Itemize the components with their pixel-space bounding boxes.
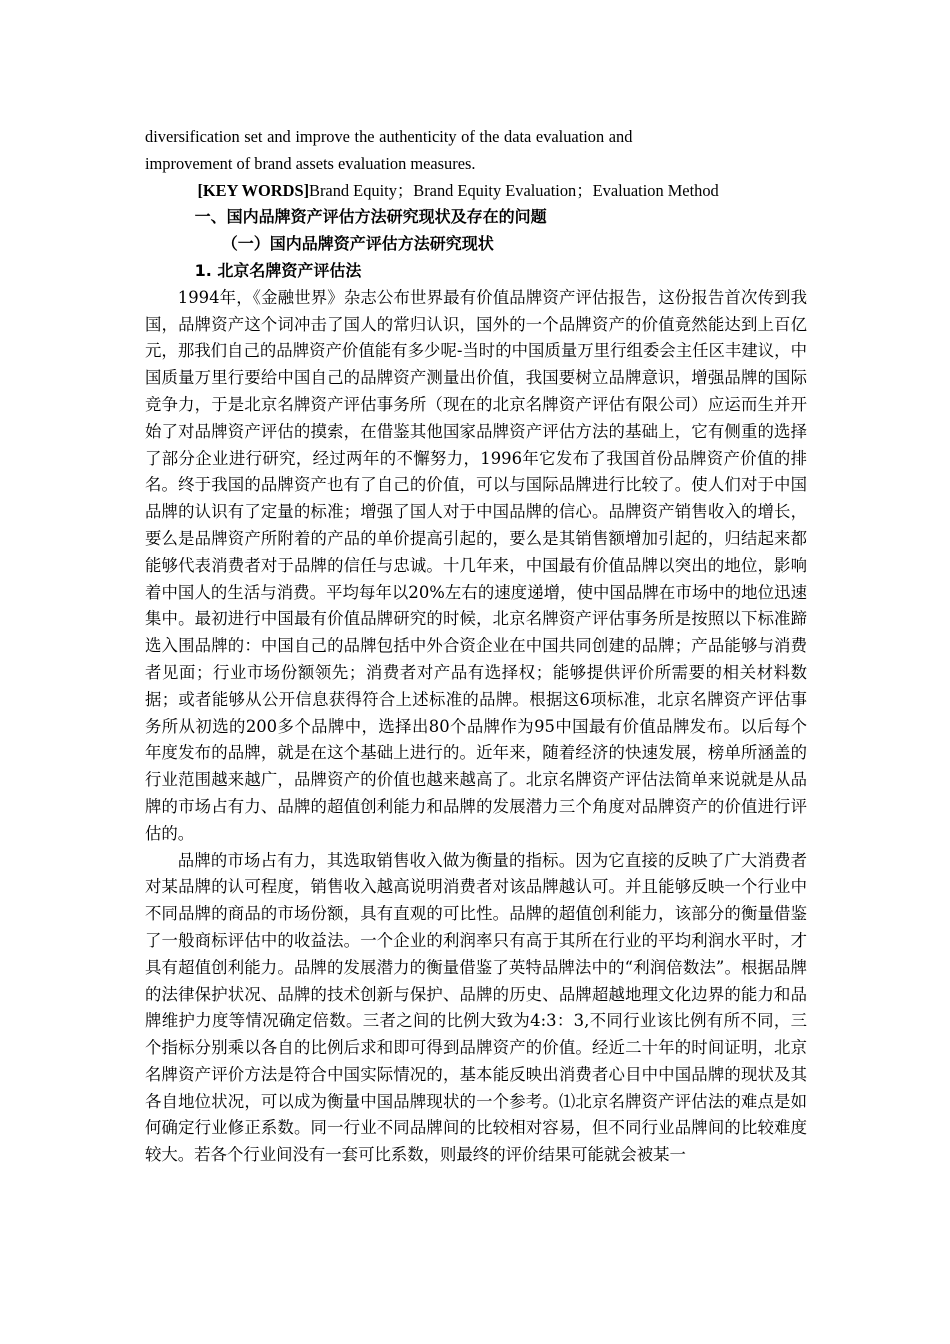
document-page [145, 124, 807, 1169]
keywords-line [145, 178, 807, 205]
section-heading: 一、国内品牌资产评估方法研究现状及存在的问题 [194, 207, 547, 227]
item-heading: 1. 北京名牌资产评估法 [194, 260, 362, 280]
body-paragraph-1: 1994年，《金融世界》杂志公布世界最有价值品牌资产评估报告，这份报告首次传到我国，品牌资产这个词冲击了国人的常归认识，国外的一个品牌资产的价值竟然能达到上百亿元，那我们自己的品牌资产价值能有多少呢-当时的中国质量万里行组委会主任区丰建议，中国质量万里行要给中国自己的品牌资产测量出价值，我国要树立品牌意识，增强品牌的国际竞争力，于是北京名牌资产评估事务所（现在的北京名牌资产评估有限公司）应运而生并开始了对品牌资产评估的摸索，在借鉴其他国家品牌资产评估方法的基础上，它有侧重的选择了部分企业进行研究，经过两年的不懈努力，1996年它发布了我国首份品牌资产价值的排名。终于我国的品牌资产也有了自己的价值，可以与国际品牌进行比较了。使人们对于中国品牌的认识有了定量的标准；增强了国人对于中国品牌的信心。品牌资产销售收入的增长，要么是品牌资产所附着的产品的单价提高引起的，要么是其销售额增加引起的，归结起来都能够代表消费者对于品牌的信任与忠诚。十几年来，中国最有价值品牌以突出的地位，影响着中国人的生活与消费。平均每年以20%左右的速度递增，使中国品牌在市场中的地位迅速集中。最初进行中国最有价值品牌研究的时候，北京名牌资产评估事务所是按照以下标准蹄选入围品牌的：中国自己的品牌包括中外合资企业在中国共同创建的品牌；产品能够与消费者见面；行业市场份额领先；消费者对产品有选择权；能够提供评价所需要的相关材料数据；或者能够从公开信息获得符合上述标准的品牌。根据这6项标准，北京名牌资产评估事务所从初选的200多个品牌中，选择出80个品牌作为95中国最有价值品牌发布。以后每个年度发布的品牌，就是在这个基础上进行的。近年来，随着经济的快速发展，榜单所涵盖的行业范围越来越广，品牌资产的价值也越来越高了。北京名牌资产评估法简单来说就是从品牌的市场占有力、品牌的超值创利能力和品牌的发展潜力三个角度对品牌资产的价值进行评估的。 [145, 287, 807, 843]
abstract-line: diversification set and improve the authenticity of the data evaluation and [145, 127, 633, 146]
keywords-label: [KEY WORDS] [197, 180, 310, 200]
abstract-line-last: improvement of brand assets evaluation measures. [145, 153, 476, 173]
body-paragraph-2: 品牌的市场占有力，其选取销售收入做为衡量的指标。因为它直接的反映了广大消费者对某品牌的认可程度，销售收入越高说明消费者对该品牌越认可。并且能够反映一个行业中不同品牌的商品的市场份额，具有直观的可比性。品牌的超值创利能力，该部分的衡量借鉴了一般商标评估中的收益法。一个企业的利润率只有高于其所在行业的平均利润水平时，才具有超值创利能力。品牌的发展潜力的衡量借鉴了英特品牌法中的“利润倍数法”。根据品牌的法律保护状况、品牌的技术创新与保护、品牌的历史、品牌超越地理文化边界的能力和品牌维护力度等情况确定倍数。三者之间的比例大致为4:3：3,不同行业该比例有所不同，三个指标分别乘以各自的比例后求和即可得到品牌资产的价值。经近二十年的时间证明，北京名牌资产评价方法是符合中国实际情况的，基本能反映出消费者心目中中国品牌的现状及其各自地位状况，可以成为衡量中国品牌现状的一个参考。⑴北京名牌资产评估法的难点是如何确定行业修正系数。同一行业不同品牌间的比较相对容易，但不同行业品牌间的比较难度较大。若各个行业间没有一套可比系数，则最终的评价结果可能就会被某一 [145, 850, 807, 1165]
keywords-text: Brand Equity；Brand Equity Evaluation；Evaluation Method [309, 180, 719, 200]
subsection-heading: （一）国内品牌资产评估方法研究现状 [221, 234, 494, 254]
